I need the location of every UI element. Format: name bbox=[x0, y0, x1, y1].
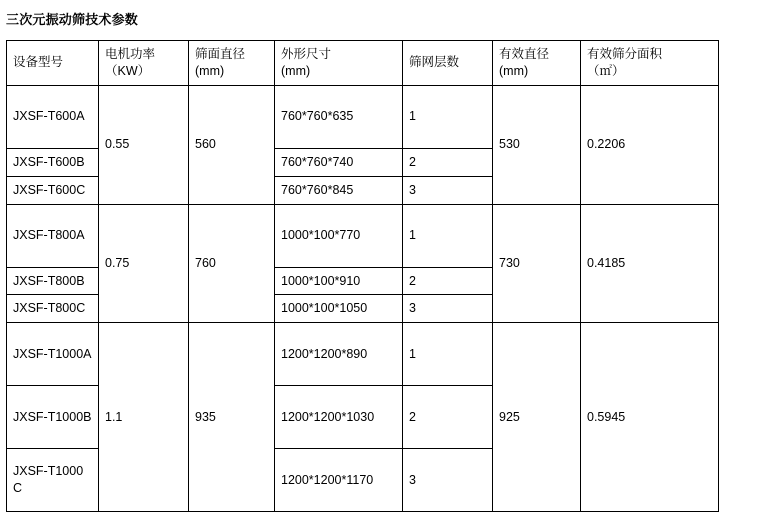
cell-layers: 1 bbox=[403, 323, 493, 386]
header-diameter-line1: 筛面直径 bbox=[195, 47, 246, 61]
header-cell-screen-diameter bbox=[189, 41, 275, 86]
cell-layers: 1 bbox=[403, 85, 493, 148]
cell-model: JXSF-T600B bbox=[7, 148, 99, 176]
cell-layers: 2 bbox=[403, 267, 493, 295]
cell-effective-diameter: 925 bbox=[493, 323, 581, 512]
table-header-row bbox=[7, 41, 719, 86]
cell-screen-diameter: 935 bbox=[189, 323, 275, 512]
cell-effective-diameter: 730 bbox=[493, 204, 581, 323]
cell-model: JXSF-T600A bbox=[7, 85, 99, 148]
cell-dimensions: 1000*100*1050 bbox=[275, 295, 403, 323]
cell-layers: 3 bbox=[403, 449, 493, 512]
specification-table bbox=[6, 40, 719, 512]
cell-effective-area: 0.4185 bbox=[581, 204, 719, 323]
cell-effective-area: 0.5945 bbox=[581, 323, 719, 512]
cell-layers: 2 bbox=[403, 386, 493, 449]
cell-model: JXSF-T1000A bbox=[7, 323, 99, 386]
cell-power: 0.75 bbox=[99, 204, 189, 323]
cell-model: JXSF-T1000B bbox=[7, 386, 99, 449]
table-row bbox=[7, 204, 719, 267]
cell-dimensions: 1200*1200*890 bbox=[275, 323, 403, 386]
cell-dimensions: 1200*1200*1030 bbox=[275, 386, 403, 449]
header-area-line2: （㎡） bbox=[587, 63, 625, 78]
cell-layers: 3 bbox=[403, 176, 493, 204]
cell-model: JXSF-T800A bbox=[7, 204, 99, 267]
cell-model: JXSF-T600C bbox=[7, 176, 99, 204]
document-page bbox=[0, 9, 759, 498]
cell-layers: 3 bbox=[403, 295, 493, 323]
header-diameter-line2: (mm) bbox=[195, 63, 225, 78]
header-cell-power bbox=[99, 41, 189, 86]
cell-screen-diameter: 760 bbox=[189, 204, 275, 323]
header-cell-effective-diameter bbox=[493, 41, 581, 86]
table-row bbox=[7, 323, 719, 386]
cell-dimensions: 760*760*845 bbox=[275, 176, 403, 204]
cell-dimensions: 1000*100*770 bbox=[275, 204, 403, 267]
table-row bbox=[7, 85, 719, 148]
cell-effective-diameter: 530 bbox=[493, 85, 581, 204]
cell-dimensions: 760*760*635 bbox=[275, 85, 403, 148]
cell-dimensions: 1200*1200*1170 bbox=[275, 449, 403, 512]
spec-table-container bbox=[6, 40, 718, 512]
cell-layers: 2 bbox=[403, 148, 493, 176]
header-dims-line2: (mm) bbox=[281, 63, 311, 78]
header-power-line1: 电机功率 bbox=[105, 47, 156, 61]
header-cell-effective-area bbox=[581, 41, 719, 86]
header-power-line2: （KW） bbox=[105, 63, 151, 78]
cell-effective-area: 0.2206 bbox=[581, 85, 719, 204]
cell-model: JXSF-T800B bbox=[7, 267, 99, 295]
cell-power: 1.1 bbox=[99, 323, 189, 512]
page-title: 三次元振动筛技术参数 bbox=[6, 12, 139, 27]
cell-dimensions: 760*760*740 bbox=[275, 148, 403, 176]
header-eff-line2: (mm) bbox=[499, 63, 529, 78]
cell-screen-diameter: 560 bbox=[189, 85, 275, 204]
header-eff-line1: 有效直径 bbox=[499, 47, 550, 61]
cell-power: 0.55 bbox=[99, 85, 189, 204]
header-dims-line1: 外形尺寸 bbox=[281, 47, 332, 61]
cell-model: JXSF-T1000C bbox=[7, 449, 99, 512]
cell-layers: 1 bbox=[403, 204, 493, 267]
header-cell-dimensions bbox=[275, 41, 403, 86]
cell-dimensions: 1000*100*910 bbox=[275, 267, 403, 295]
header-cell-layers: 筛网层数 bbox=[403, 41, 493, 86]
cell-model: JXSF-T800C bbox=[7, 295, 99, 323]
header-area-line1: 有效筛分面积 bbox=[587, 47, 663, 61]
header-cell-model: 设备型号 bbox=[7, 41, 99, 86]
